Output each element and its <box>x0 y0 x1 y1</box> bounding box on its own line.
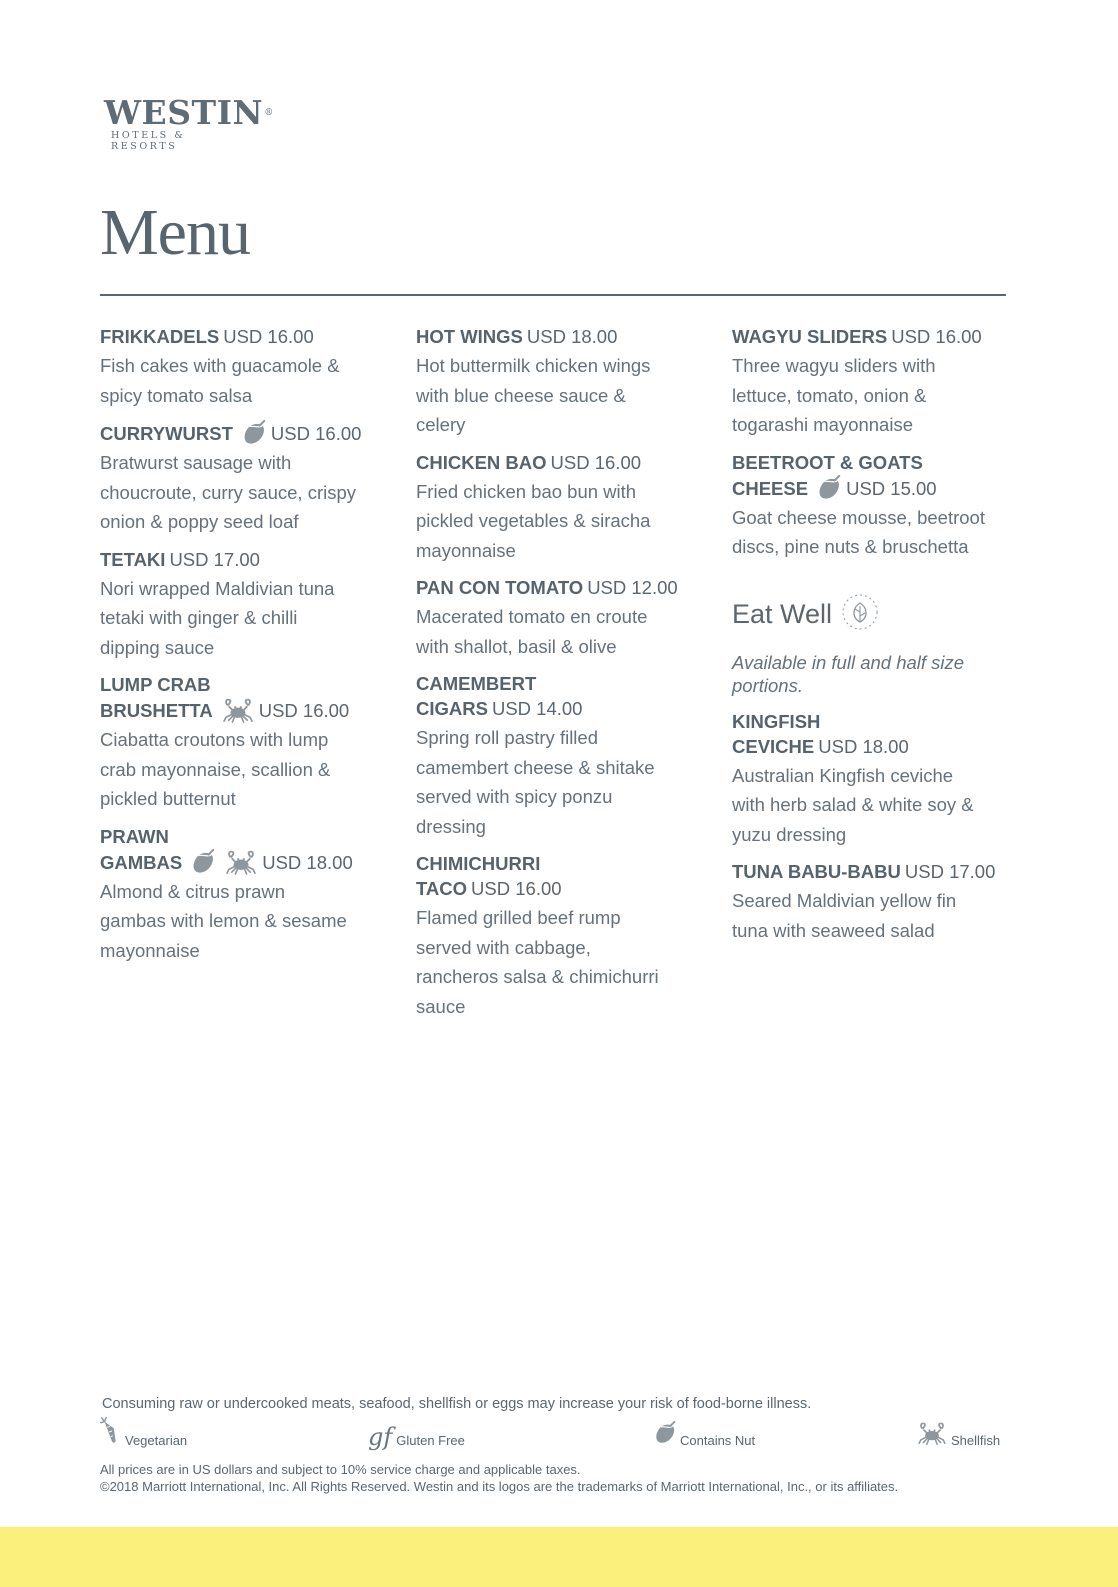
menu-item-price: USD 17.00 <box>169 548 260 570</box>
menu-item-description <box>100 574 400 663</box>
menu-item-header <box>416 671 716 721</box>
description-line: crab mayonnaise, scallion & <box>100 758 331 780</box>
description-line: discs, pine nuts & bruschetta <box>732 536 969 557</box>
menu-item-header <box>732 324 1022 349</box>
description-line: Almond & citrus prawn <box>100 880 286 902</box>
crab-icon <box>224 849 258 875</box>
gluten-free-icon: gf <box>368 1423 393 1451</box>
description-line: gambas with lemon & sesame <box>100 910 347 931</box>
menu-item-price: USD 15.00 <box>846 477 937 499</box>
menu-item-name: CHIMICHURRI <box>416 853 541 874</box>
menu-column-1 <box>100 324 400 975</box>
menu-item <box>732 859 1022 945</box>
menu-item-header <box>100 324 400 349</box>
menu-item-header <box>416 450 716 475</box>
description-line: choucroute, curry sauce, crispy <box>100 481 357 503</box>
menu-item-description <box>416 351 716 440</box>
carrot-icon <box>100 1417 122 1448</box>
description-line: mayonnaise <box>416 539 516 561</box>
menu-item-price: USD 16.00 <box>891 326 982 347</box>
menu-item-name: KINGFISH <box>732 710 821 732</box>
description-line: Fish cakes with guacamole & <box>100 355 340 376</box>
menu-item-price: USD 12.00 <box>587 577 678 598</box>
menu-item-name: CAMEMBERT <box>416 673 537 694</box>
menu-item-description <box>100 448 400 537</box>
menu-item-header <box>732 709 1022 759</box>
description-line: sauce <box>416 995 466 1017</box>
nut-icon <box>241 420 267 446</box>
nut-icon <box>190 849 216 875</box>
description-line: with blue cheese sauce & <box>416 384 626 406</box>
description-line: dressing <box>416 815 486 837</box>
copyright: ©2018 Marriott International, Inc. All Rights Reserved. Westin and its logos are the trademarks of Marriott International, Inc., or its affiliates. <box>100 1478 899 1494</box>
menu-item-name: CIGARS <box>416 698 488 719</box>
menu-item-price: USD 18.00 <box>262 851 353 873</box>
crab-icon <box>916 1421 948 1448</box>
menu-item-name: TACO <box>416 878 468 899</box>
description-line: mayonnaise <box>100 939 200 961</box>
eat-well-note-line: portions. <box>732 674 803 696</box>
description-line: tetaki with ginger & chilli <box>100 607 298 628</box>
menu-item-header <box>416 324 716 349</box>
description-line: Hot buttermilk chicken wings <box>416 355 651 376</box>
westin-logo <box>104 93 274 152</box>
menu-item-name: CHICKEN BAO <box>416 451 547 473</box>
menu-item <box>732 450 1022 562</box>
menu-item-name: LUMP CRAB <box>100 674 211 695</box>
menu-item-description <box>416 723 716 841</box>
description-line: Goat cheese mousse, beetroot <box>732 506 985 528</box>
description-line: pickled vegetables & siracha <box>416 510 651 531</box>
eat-well-badge-icon <box>840 592 880 637</box>
menu-item-name: PRAWN <box>100 825 169 847</box>
menu-item-description <box>732 761 1022 850</box>
menu-item <box>732 324 1022 440</box>
description-line: Australian Kingfish ceviche <box>732 764 954 786</box>
menu-item-price: USD 17.00 <box>904 861 996 882</box>
menu-item-header <box>100 547 400 572</box>
menu-item <box>416 450 716 566</box>
menu-item-name: GAMBAS <box>100 851 183 873</box>
menu-item-name: HOT WINGS <box>416 326 523 347</box>
menu-item-description <box>416 477 716 566</box>
menu-column-3 <box>732 324 1022 955</box>
menu-item-name: CEVICHE <box>732 735 815 757</box>
description-line: Flamed grilled beef rump <box>416 907 621 928</box>
eat-well-header <box>732 592 1022 637</box>
description-line: tuna with seaweed salad <box>732 919 935 941</box>
menu-item-header <box>100 420 400 446</box>
menu-item-price: USD 18.00 <box>526 326 618 347</box>
description-line: dipping sauce <box>100 636 215 658</box>
menu-item-name: BEETROOT & GOATS <box>732 451 923 473</box>
menu-item-description <box>100 877 400 966</box>
legend-vegetarian <box>100 1422 187 1448</box>
legend-label: Shellfish <box>951 1433 1001 1448</box>
description-line: Nori wrapped Maldivian tuna <box>100 577 335 599</box>
fine-print <box>100 1462 898 1495</box>
menu-item-name: PAN CON TOMATO <box>416 577 584 598</box>
description-line: Three wagyu sliders with <box>732 355 936 376</box>
menu-item-name: WAGYU SLIDERS <box>732 326 888 347</box>
legend-label: Vegetarian <box>125 1433 188 1448</box>
menu-item-name: TETAKI <box>100 548 166 570</box>
menu-item-header <box>732 450 1022 501</box>
description-line: served with spicy ponzu <box>416 786 613 807</box>
legend-shellfish <box>916 1422 1000 1448</box>
description-line: with herb salad & white soy & <box>732 794 974 815</box>
description-line: lettuce, tomato, onion & <box>732 384 927 406</box>
menu-item-description <box>732 351 1022 440</box>
description-line: spicy tomato salsa <box>100 384 253 406</box>
menu-column-2 <box>416 324 716 1031</box>
menu-item <box>100 420 400 537</box>
eat-well-title: Eat Well <box>732 598 833 629</box>
menu-item <box>416 575 716 661</box>
menu-item-price: USD 18.00 <box>818 735 909 757</box>
menu-item-name: TUNA BABU-BABU <box>732 861 901 882</box>
description-line: yuzu dressing <box>732 823 847 845</box>
menu-item <box>100 547 400 663</box>
menu-item-price: USD 16.00 <box>550 451 642 473</box>
legend-gluten-free <box>368 1422 465 1451</box>
description-line: Spring roll pastry filled <box>416 727 598 748</box>
description-line: onion & poppy seed loaf <box>100 511 299 532</box>
menu-item <box>416 851 716 1021</box>
description-line: served with cabbage, <box>416 936 591 958</box>
menu-item <box>732 709 1022 850</box>
menu-item-description <box>732 503 1022 562</box>
description-line: Bratwurst sausage with <box>100 452 292 473</box>
menu-item <box>100 324 400 410</box>
menu-item <box>100 824 400 966</box>
menu-item-description <box>100 351 400 410</box>
description-line: rancheros salsa & chimichurri <box>416 966 659 987</box>
menu-item <box>416 671 716 841</box>
menu-item-header <box>416 575 716 600</box>
menu-item-price: USD 16.00 <box>270 423 362 444</box>
column-3-items <box>732 324 1022 562</box>
food-safety-disclaimer: Consuming raw or undercooked meats, seafood, shellfish or eggs may increase your risk of food-borne illness. <box>102 1396 812 1412</box>
description-line: pickled butternut <box>100 788 236 809</box>
menu-item-name: BRUSHETTA <box>100 700 213 721</box>
menu-item-name: FRIKKADELS <box>100 326 220 347</box>
footer-color-band <box>0 1527 1118 1587</box>
crab-icon <box>221 697 255 723</box>
prices-note: All prices are in US dollars and subject to 10% service charge and applicable taxes. <box>100 1462 581 1477</box>
description-line: togarashi mayonnaise <box>732 414 913 435</box>
menu-item-price: USD 14.00 <box>491 698 583 719</box>
menu-item-header <box>732 859 1022 884</box>
eat-well-note-line: Available in full and half size <box>732 651 965 673</box>
description-line: Seared Maldivian yellow fin <box>732 890 957 911</box>
menu-item-price: USD 16.00 <box>223 326 314 347</box>
eat-well-note <box>732 651 1022 697</box>
nut-icon <box>816 475 842 501</box>
menu-item-price: USD 16.00 <box>258 700 350 721</box>
description-line: Fried chicken bao bun with <box>416 480 637 502</box>
description-line: camembert cheese & shitake <box>416 756 655 778</box>
menu-item-header <box>100 824 400 875</box>
menu-item-name: CHEESE <box>732 477 809 499</box>
menu-item-price: USD 16.00 <box>471 878 562 899</box>
logo-wordmark: WESTIN® <box>104 93 274 132</box>
menu-item-description <box>732 886 1022 945</box>
menu-item-description <box>416 602 716 661</box>
page-title: Menu <box>100 196 250 269</box>
logo-tagline: HOTELS & RESORTS <box>111 130 186 152</box>
description-line: Ciabatta croutons with lump <box>100 729 329 750</box>
legend-label: Contains Nut <box>680 1433 756 1448</box>
menu-item <box>416 324 716 440</box>
title-divider <box>100 294 1006 296</box>
menu-item-header <box>416 851 716 901</box>
menu-item-description <box>416 903 716 1021</box>
description-line: celery <box>416 414 466 435</box>
nut-icon <box>653 1421 677 1448</box>
eat-well-items <box>732 709 1022 946</box>
menu-item <box>100 672 400 814</box>
menu-item-header <box>100 672 400 723</box>
description-line: with shallot, basil & olive <box>416 635 617 657</box>
legend-label: Gluten Free <box>396 1433 465 1448</box>
legend-nut <box>653 1422 755 1448</box>
menu-item-name: CURRYWURST <box>100 423 233 444</box>
menu-item-description <box>100 725 400 814</box>
description-line: Macerated tomato en croute <box>416 606 648 627</box>
